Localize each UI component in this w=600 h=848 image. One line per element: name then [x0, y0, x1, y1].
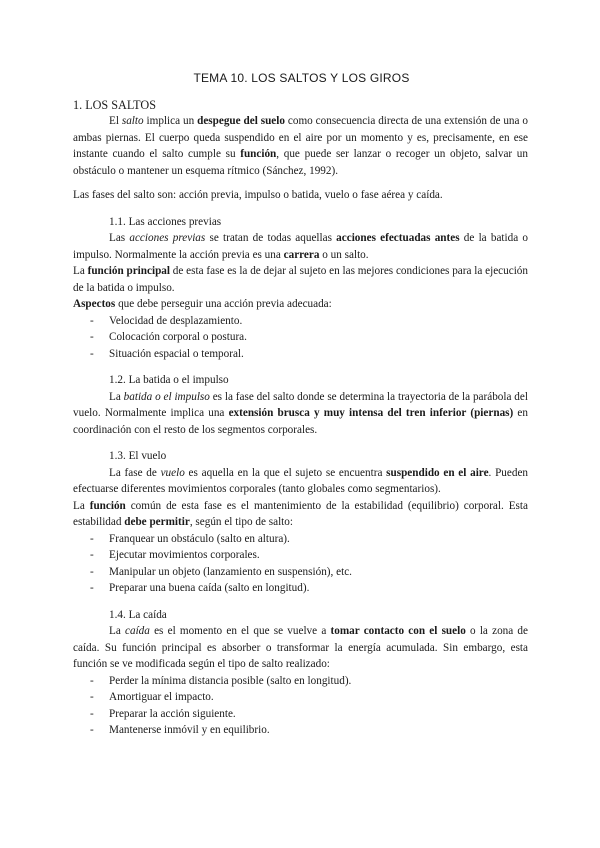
document-title: TEMA 10. LOS SALTOS Y LOS GIROS	[193, 71, 410, 85]
list-item: - Preparar una buena caída (salto en longitud).	[90, 582, 310, 594]
caida-paragraph: La caída es el momento en el que se vuelve a tomar contacto con el suelo o la zona de caída. Su función principal es absorber o transformar la energía acumulada. Sin embargo, esta función se ve modificada según el tipo de salto realizado:	[73, 625, 528, 670]
document-page	[73, 70, 528, 739]
list-item: - Mantenerse inmóvil y en equilibrio.	[90, 724, 270, 736]
list-item: - Franquear un obstáculo (salto en altura).	[90, 532, 290, 545]
subsection-heading-vuelo: 1.3. El vuelo	[109, 450, 167, 462]
batida-paragraph: La batida o el impulso es la fase del salto donde se determina la trayectoria de la parábola del vuelo. Normalmente implica una extensión brusca y muy intensa del tren inferior (piernas) en coordinación con el resto de los segmentos corporales.	[73, 390, 528, 436]
list-item: - Ejecutar movimientos corporales.	[90, 549, 260, 561]
acciones-previas-paragraph: Las acciones previas se tratan de todas aquellas acciones efectuadas antes de la batida o impulso. Normalmente la acción previa es una carrera o un salto.	[73, 232, 529, 261]
list-item: - Amortiguar el impacto.	[90, 691, 214, 703]
list-item: - Situación espacial o temporal.	[90, 347, 244, 360]
vuelo-list	[73, 531, 528, 597]
aspectos-paragraph: Aspectos que debe perseguir una acción previa adecuada:	[73, 298, 332, 310]
vuelo-funcion-paragraph: La función común de esta fase es el mantenimiento de la estabilidad (equilibrio) corporal. Esta estabilidad debe permitir, según el tipo de salto:	[73, 499, 528, 528]
list-item: - Colocación corporal o postura.	[90, 331, 247, 343]
subsection-heading-acciones-previas: 1.1. Las acciones previas	[109, 215, 222, 228]
section-heading-saltos: 1. LOS SALTOS	[73, 97, 156, 112]
list-item: - Perder la mínima distancia posible (salto en longitud).	[90, 674, 352, 687]
list-item: - Preparar la acción siguiente.	[90, 707, 236, 720]
vuelo-paragraph: La fase de vuelo es aquella en la que el sujeto se encuentra suspendido en el aire. Pueden efectuarse diferentes movimientos corporales (tanto globales como segmentarios).	[73, 466, 529, 495]
caida-list	[73, 673, 528, 739]
list-item: - Manipular un objeto (lanzamiento en suspensión), etc.	[90, 565, 352, 578]
subsection-heading-caida: 1.4. La caída	[109, 608, 167, 621]
saltos-intro-paragraph: El salto implica un despegue del suelo como consecuencia directa de una extensión de una o ambas piernas. El cuerpo queda suspendido en el aire por un momento y es, precisamente, en ese instante cuando el salto cumple su función, que puede ser lanzar o recoger un objeto, salvar un obstáculo o mantener un esquema rítmico (Sánchez, 1992).	[73, 115, 528, 177]
funcion-principal-paragraph: La función principal de esta fase es la de dejar al sujeto en las mejores condiciones para la ejecución de la batida o impulso.	[73, 265, 528, 294]
saltos-phases-paragraph: Las fases del salto son: acción previa, impulso o batida, vuelo o fase aérea y caída.	[73, 189, 443, 201]
list-item: - Velocidad de desplazamiento.	[90, 314, 243, 327]
subsection-heading-batida: 1.2. La batida o el impulso	[109, 374, 229, 386]
aspectos-list	[73, 313, 528, 363]
